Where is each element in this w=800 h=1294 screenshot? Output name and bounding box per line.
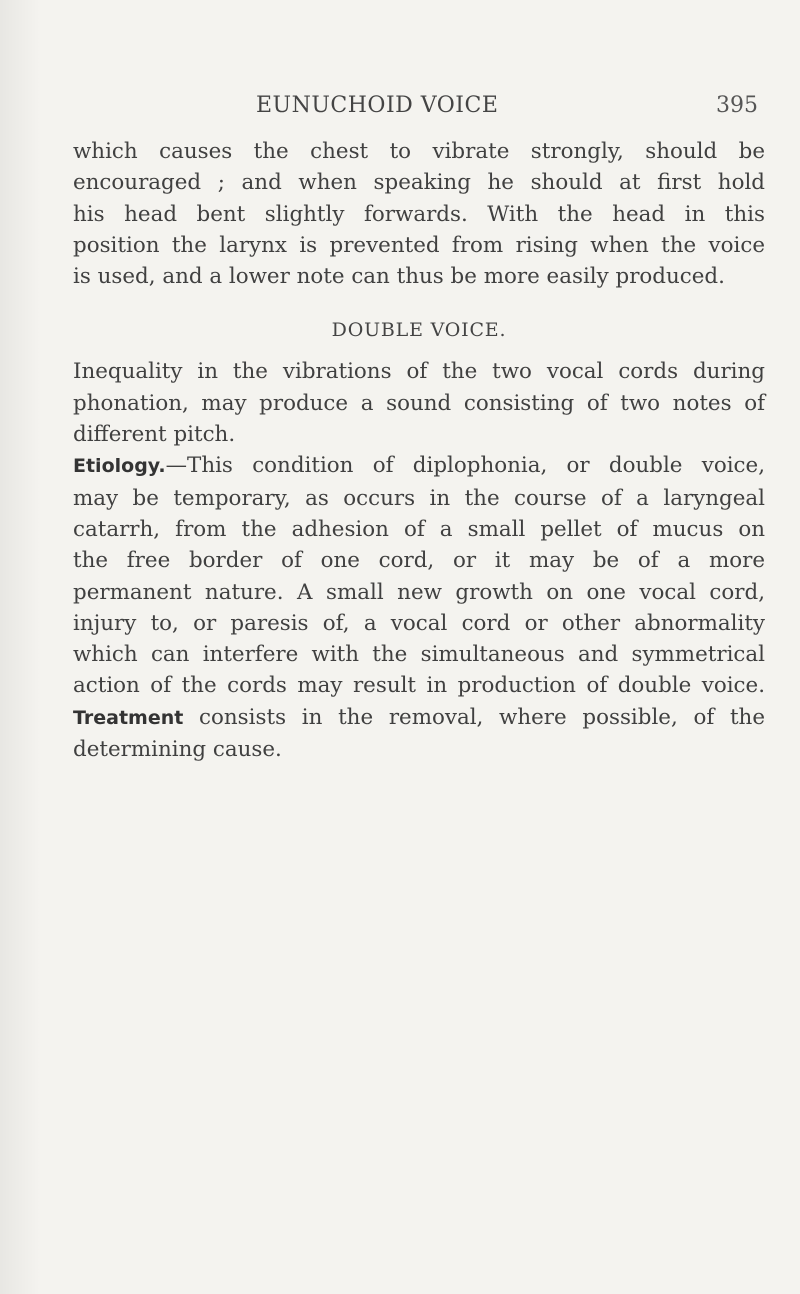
text-line: determining cause.: [73, 737, 282, 763]
text-line: position the larynx is prevented from rising when the voice: [73, 232, 765, 258]
paragraph-etiology: [73, 450, 765, 701]
text-line: catarrh, from the adhesion of a small pellet of mucus on: [73, 516, 765, 542]
text-line: the free border of one cord, or it may be of a more: [73, 548, 765, 574]
etiology-first-line: —This condition of diplophonia, or double voice,: [165, 453, 765, 479]
text-line: phonation, may produce a sound consisting of two notes of: [73, 390, 765, 416]
etiology-label: Etiology.: [73, 455, 166, 478]
text-line: his head bent slightly forwards. With the head in this: [73, 201, 765, 227]
text-line: which can interfere with the simultaneous and symmetrical: [73, 642, 765, 668]
text-line: action of the cords may result in production of double voice.: [73, 673, 765, 699]
text-line: injury to, or paresis of, a vocal cord or other abnormality: [73, 610, 765, 636]
treatment-label: Treatment: [73, 706, 184, 729]
text-line: permanent nature. A small new growth on one vocal cord,: [73, 579, 765, 605]
running-title: EUNUCHOID VOICE: [256, 93, 499, 118]
text-line: may be temporary, as occurs in the course of a laryngeal: [73, 485, 765, 511]
text-line: [73, 450, 765, 482]
running-head: [0, 93, 800, 123]
page-number: 395: [716, 93, 758, 118]
section-heading: DOUBLE VOICE.: [331, 319, 507, 342]
treatment-first-line: consists in the removal, where possible, of the: [183, 704, 765, 730]
text-line: is used, and a lower note can thus be more easily produced.: [73, 264, 725, 290]
text-line: Inequality in the vibrations of the two vocal cords during: [73, 359, 765, 385]
text-line: encouraged ; and when speaking he should at first hold: [73, 170, 765, 196]
text-line: [73, 702, 765, 734]
text-line: which causes the chest to vibrate strongly, should be: [73, 139, 765, 164]
paragraph-treatment: [73, 702, 765, 766]
text-line: different pitch.: [73, 422, 236, 448]
paragraph-intro: [73, 356, 765, 450]
body-text: [73, 136, 765, 765]
paragraph-continuation: [73, 136, 765, 292]
